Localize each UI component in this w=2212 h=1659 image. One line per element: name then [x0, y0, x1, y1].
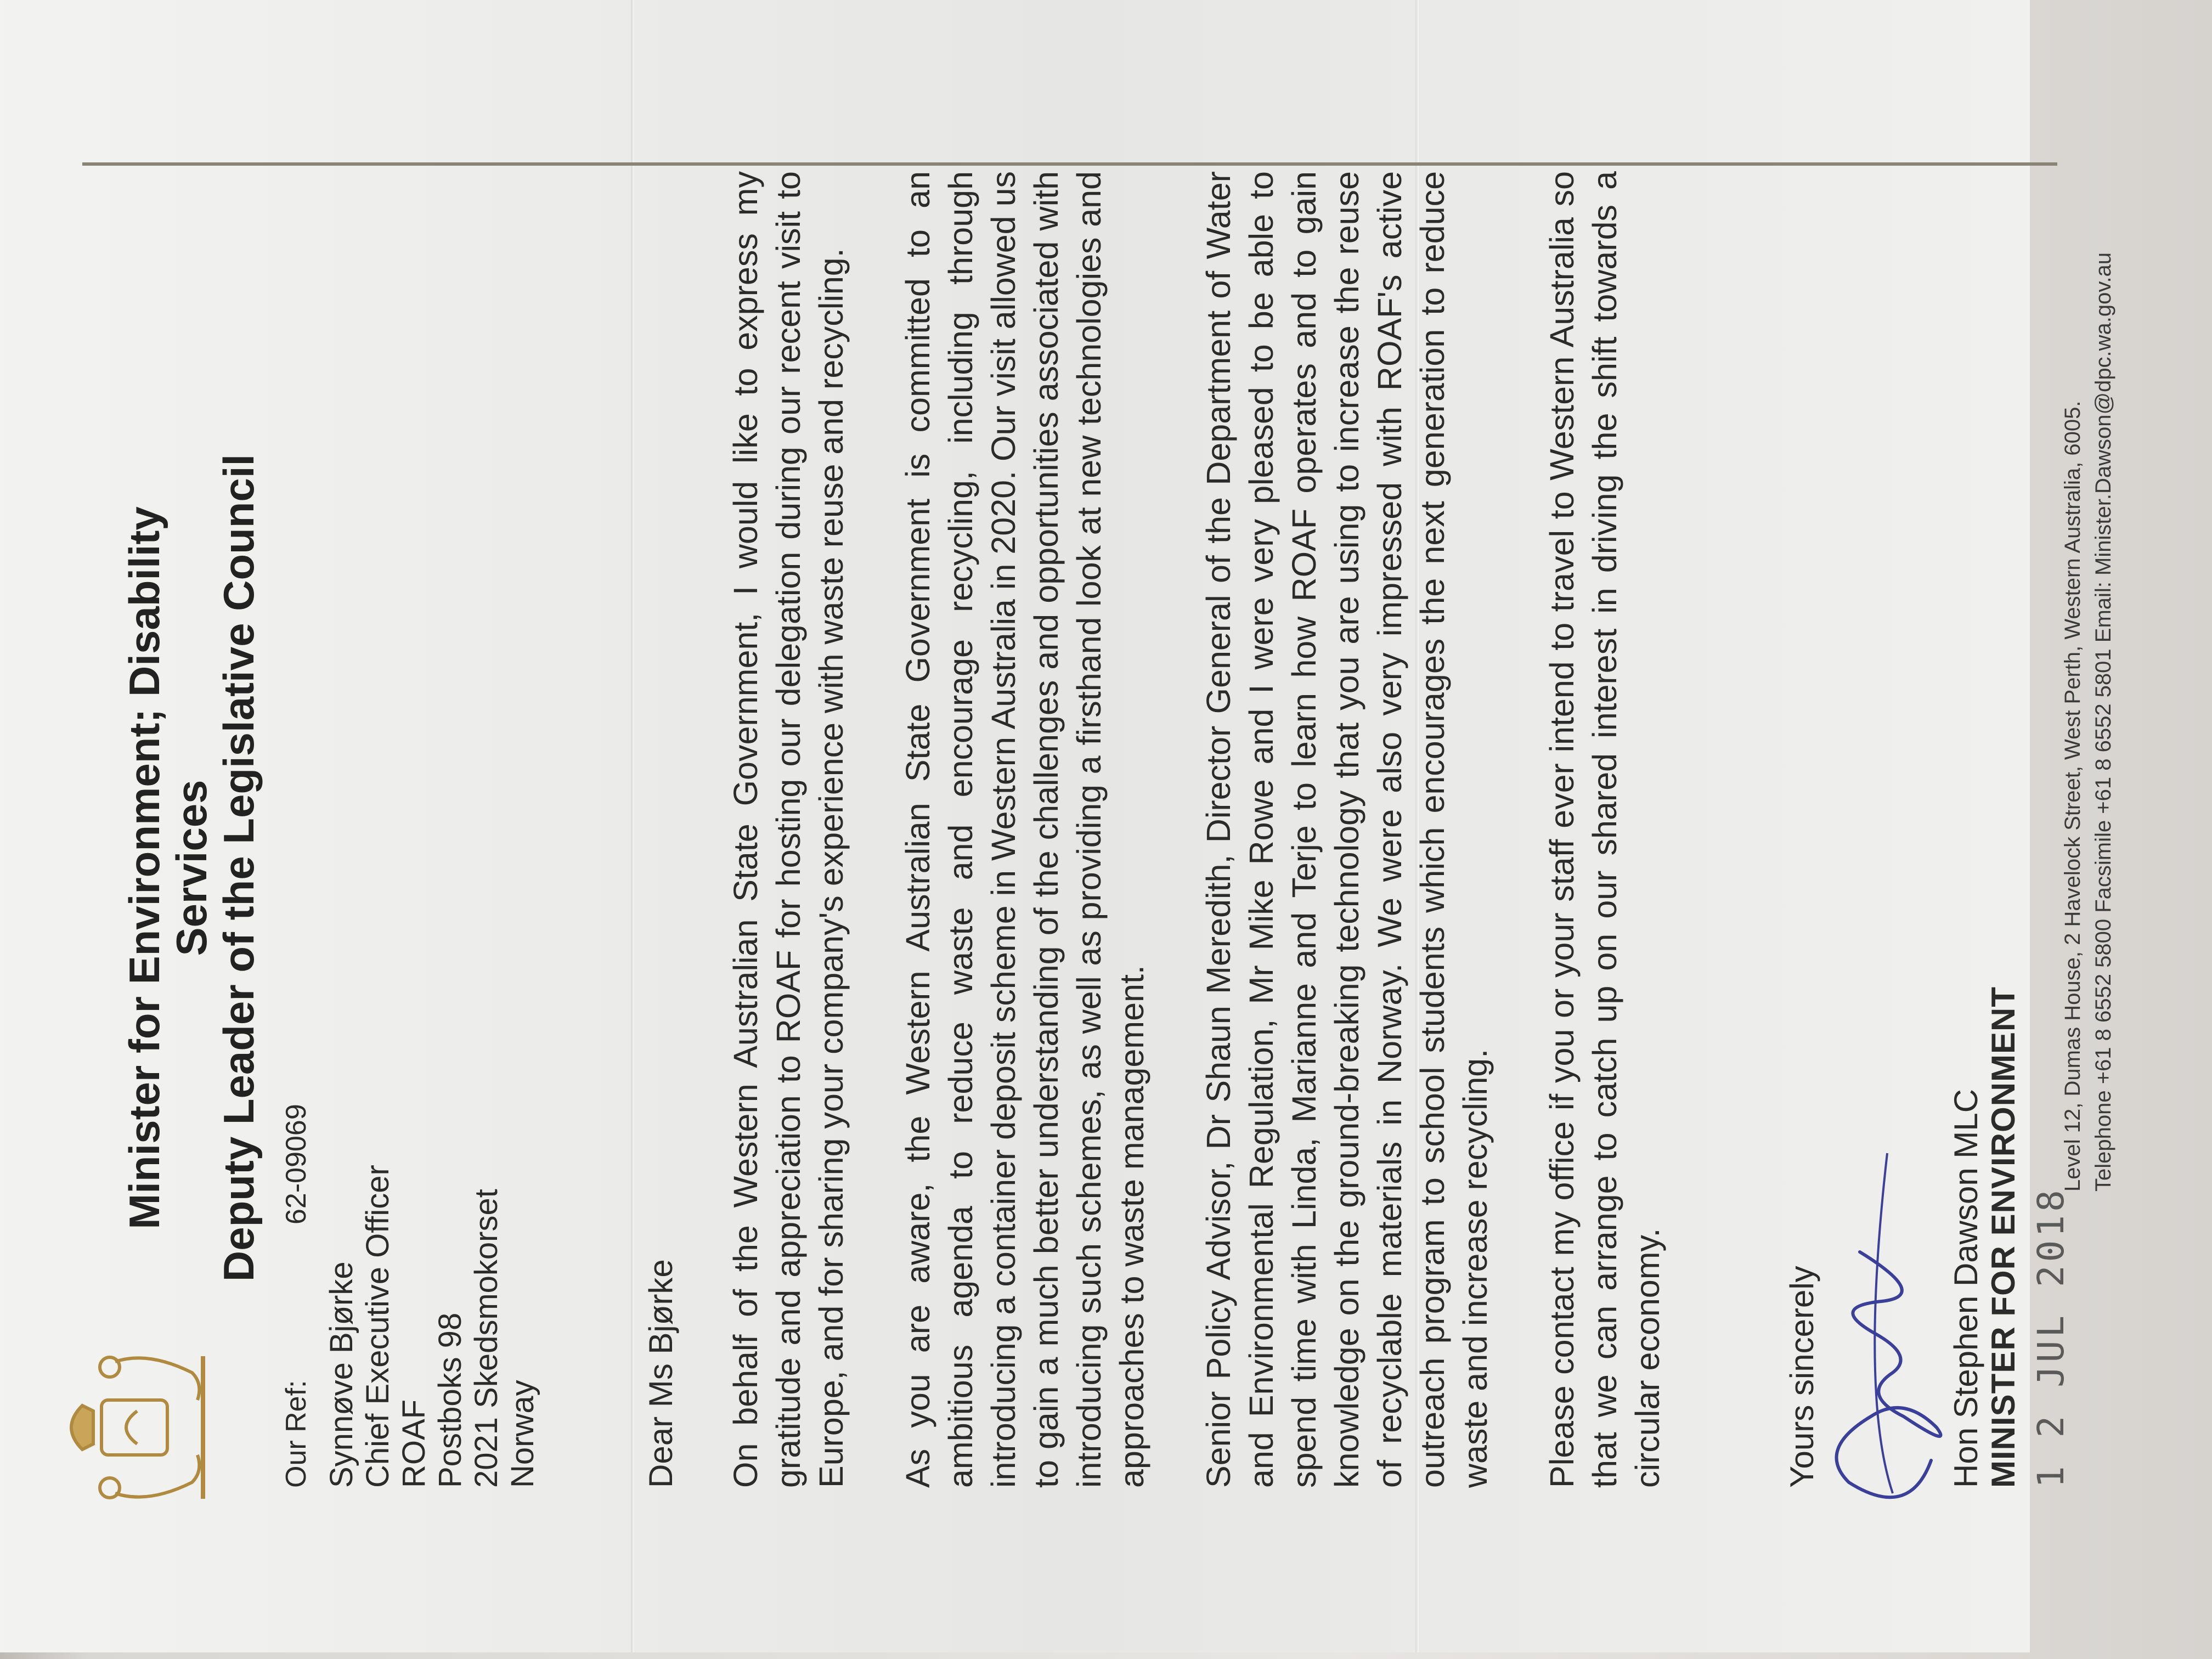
reference-value: 62-09069	[280, 1104, 312, 1224]
letter-footer	[2057, 252, 2119, 1192]
letterhead	[121, 424, 262, 1312]
recipient-title: Chief Executive Officer	[360, 1165, 396, 1488]
letterhead-line-2: Deputy Leader of the Legislative Council	[215, 454, 263, 1282]
letterhead-line-1: Minister for Environment; Disability Services	[120, 506, 216, 1229]
signer-block	[1948, 986, 2022, 1488]
recipient-address-line-1: Postboks 98	[432, 1312, 468, 1488]
body-paragraph: On behalf of the Western Australian State Government, I would like to express my gratitude and appreciation to ROAF for hosting our delegation during our recent visit to Europe, and for sharing your company's experience with waste reuse and recycling.	[727, 171, 850, 1488]
reference-label: Our Ref:	[280, 1380, 312, 1488]
recipient-organisation: ROAF	[396, 1399, 432, 1488]
closing: Yours sincerely	[1784, 1266, 1820, 1488]
recipient-address	[324, 1165, 541, 1488]
recipient-country: Norway	[505, 1380, 540, 1488]
recipient-name: Synnøve Bjørke	[324, 1261, 359, 1488]
date-stamp: 1 2 JUL 2018	[2030, 1187, 2072, 1488]
recipient-address-line-2: 2021 Skedsmokorset	[469, 1189, 504, 1488]
coat-of-arms-icon	[49, 1340, 230, 1515]
letterhead-rule	[82, 162, 2057, 166]
body-paragraph: As you are aware, the Western Australian State Government is committed to an ambitious agenda to reduce waste and encourage recycling, including through introducing a container deposit scheme in Western Australia in 2020. Our visit allowed us to gain a much better understanding of the challenges and opportunities associated with introducing such schemes, as well as providing a firsthand look at new technologies and approaches to waste management.	[899, 171, 1150, 1488]
salutation: Dear Ms Bjørke	[642, 1259, 679, 1488]
paper-fold	[631, 0, 634, 1652]
reference-line	[280, 1104, 313, 1488]
body-paragraph: Senior Policy Advisor, Dr Shaun Meredith, Director General of the Department of Water and Environmental Regulation, Mr Mike Rowe and I were very pleased to be able to spend time with Linda, Marianne and Terje to learn how ROAF operates and to gain knowledge on the ground-breaking technology that you are using to increase the reuse of recyclable materials in Norway. We were also very impressed with ROAF's active outreach program to school students which encourages the next generation to reduce waste and increase recycling.	[1200, 171, 1494, 1488]
signer-title: MINISTER FOR ENVIRONMENT	[1985, 986, 2022, 1488]
footer-contact: Telephone +61 8 6552 5800 Facsimile +61 8 6552 5801 Email: Minister.Dawson@dpc.wa.gov.au	[2091, 252, 2115, 1192]
signer-name: Hon Stephen Dawson MLC	[1948, 1088, 1984, 1488]
footer-address: Level 12, Dumas House, 2 Havelock Street, West Perth, Western Australia, 6005.	[2061, 400, 2085, 1192]
body-paragraph: Please contact my office if you or your staff ever intend to travel to Western Australia so that we can arrange to catch up on our shared interest in driving the shift towards a circular economy.	[1543, 171, 1666, 1488]
letter-body	[724, 171, 1713, 1488]
